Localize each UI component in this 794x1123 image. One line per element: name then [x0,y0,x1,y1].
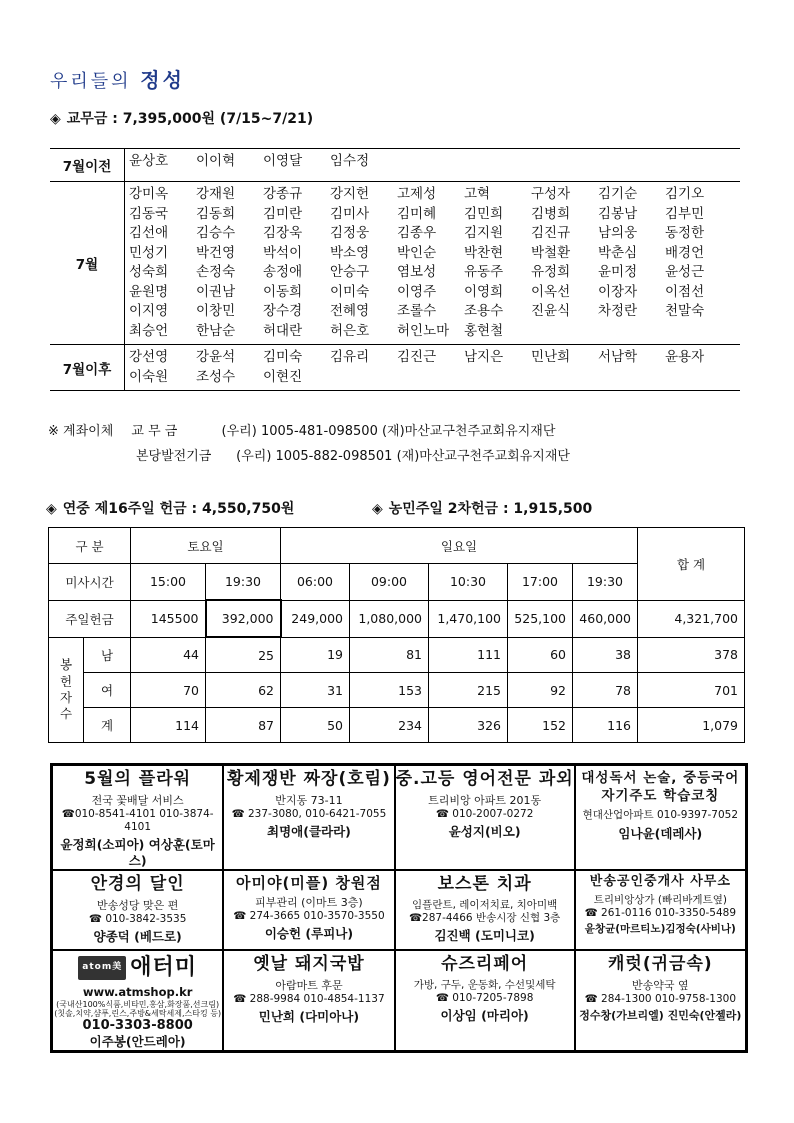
mass-time: 17:00 [508,564,573,601]
donor-name: 박인순 [397,244,437,261]
donor-name: 강재원 [196,186,236,202]
mass-time: 06:00 [281,564,350,601]
donor-row-label: 7월이전 [50,149,125,182]
transfer-label: 교 무 금 [131,424,178,439]
donor-name: 김기순 [598,186,638,202]
donor-name: 임수정 [330,153,370,169]
donor-name: 남의웅 [598,225,638,241]
donor-name: 조롤수 [397,303,437,319]
ad-box: 5월의 플라워 전국 꽃배달 서비스 ☎010-8541-4101 010-3874-4101 윤정희(소피아) 여상훈(토마스) [52,765,223,870]
donor-name: 민난희 [531,349,571,365]
donor-name: 박철환 [531,244,571,261]
diamond-icon: ◈ [50,111,61,127]
group-label: 봉헌자수 [49,637,84,743]
offering-cell: 1,080,000 [350,600,429,637]
donor-name: 박춘심 [598,244,638,261]
transfer-note [136,445,570,464]
donor-name: 남지은 [464,349,504,365]
donor-name: 강지헌 [330,186,370,202]
offering-row: 주일헌금 145500 392,000 249,000 1,080,000 1,470,100 525,100 460,000 4,321,700 [49,600,745,637]
mass-time: 19:30 [206,564,281,601]
donor-names [125,182,741,345]
donor-name: 차정란 [598,303,638,319]
offering-total: 4,321,700 [638,600,745,637]
donor-name: 장수경 [263,303,303,319]
ad-box: 슈즈리페어 가방, 구두, 운동화, 수선및세탁 ☎ 010-7205-7898 이상임 (마리아) [395,950,575,1051]
donor-name: 박석이 [263,244,303,261]
donor-name: 배경언 [665,244,705,261]
transfer-text: (우리) 1005-481-098500 (재)마산교구천주교회유지재단 [221,424,556,439]
donor-name: 이점선 [665,283,705,300]
donor-name: 진윤식 [531,303,571,319]
donor-name: 윤미정 [598,264,638,280]
offering-table [48,527,745,743]
donor-name: 민성기 [129,244,169,261]
donor-row [50,345,740,391]
ad-box: 아미야(미플) 창원점 피부관리 (이마트 3층) ☎ 274-3665 010-3570-3550 이승헌 (루피나) [223,870,394,950]
donor-name: 김동국 [129,205,169,222]
donor-name: 김미란 [263,205,303,222]
diamond-icon: ◈ [46,501,57,517]
transfer-label: 본당발전기금 [136,449,212,464]
donor-name: 이옥선 [531,283,571,300]
donor-name: 김부민 [665,205,705,222]
donor-name: 김종우 [397,225,437,241]
donor-name: 김승수 [196,225,236,241]
offering-cell: 249,000 [281,600,350,637]
donor-name: 고제성 [397,186,437,202]
donor-name: 이영달 [263,153,303,169]
donor-name: 김기오 [665,186,705,202]
title-part1: 우리들의 [50,71,132,92]
donor-name: 유동주 [464,264,504,280]
donor-name: 이이혁 [196,153,236,169]
donor-name: 김지원 [464,225,504,241]
donor-name: 이영희 [464,283,504,300]
ads-grid [50,763,748,1053]
header-category: 구 분 [49,528,131,564]
offering-cell: 1,470,100 [429,600,508,637]
header-total: 합 계 [638,528,745,601]
donor-name: 강종규 [263,186,303,202]
donor-name: 서남학 [598,349,638,365]
donor-name: 이지영 [129,303,169,319]
header-sunday: 일요일 [281,528,638,564]
donor-name: 강미옥 [129,186,169,202]
donor-name: 윤원명 [129,283,169,300]
donor-name: 김병희 [531,205,571,222]
title-part2: 정성 [140,68,185,92]
donor-name: 김동희 [196,205,236,222]
donor-name: 고혁 [464,186,491,202]
donor-name: 김미혜 [397,205,437,222]
donor-name: 이동희 [263,283,303,300]
donor-name: 김봉남 [598,205,638,222]
donor-name: 허은호 [330,322,370,339]
donor-row-label: 7월이후 [50,345,125,391]
donor-name: 유정희 [531,264,571,280]
donor-row [50,149,740,182]
donor-name: 김진규 [531,225,571,241]
farmer-offering-header: ◈ 농민주일 2차헌금 : 1,915,500 [372,501,593,517]
donor-names [125,345,741,391]
mass-time: 15:00 [131,564,206,601]
donor-name: 김미숙 [263,349,303,365]
header-saturday: 토요일 [131,528,281,564]
donor-name: 허인노마 [397,322,450,339]
atomy-logo: atom美 [78,956,126,979]
donor-row-label: 7월 [50,182,125,345]
donor-name: 김유리 [330,349,370,365]
ad-box: 반송공인중개사 사무소 트리비앙상가 (빠리바게트옆) ☎ 261-0116 010-3350-5489 윤창균(마르티노)김정숙(사비나) [575,870,746,950]
mass-time: 10:30 [429,564,508,601]
offering-header: ◈ 연중 제16주일 헌금 : 4,550,750원 [46,501,295,517]
donor-name: 윤상호 [129,153,169,169]
diamond-icon: ◈ [372,501,383,517]
donor-name: 동정한 [665,225,705,241]
ad-box: 캐럿(귀금속) 반송약국 옆 ☎ 284-1300 010-9758-1300 정수창(가브리엘) 진민숙(안젤라) [575,950,746,1051]
donor-name: 이창민 [196,303,236,319]
donor-name: 이영주 [397,283,437,300]
donor-name: 강윤석 [196,349,236,365]
donor-table [50,148,740,391]
donor-name: 박찬현 [464,244,504,261]
donor-name: 이미숙 [330,283,370,300]
ad-box: 안경의 달인 반송성당 맞은 편 ☎ 010-3842-3535 양종덕 (베드로) [52,870,223,950]
donor-name: 박건영 [196,244,236,261]
donor-name: 손정숙 [196,264,236,280]
ad-box: 보스톤 치과 임플란트, 레이저치료, 치아미백 ☎287-4466 반송시장 신협 3층 김진백 (도미니코) [395,870,575,950]
donor-name: 한남순 [196,322,236,339]
fee-section-header: ◈ 교무금 : 7,395,000원 (7/15~7/21) [50,111,314,127]
donor-name: 구성자 [531,186,571,202]
donor-name: 김미사 [330,205,370,222]
offering-cell: 525,100 [508,600,573,637]
donor-name: 박소영 [330,244,370,261]
donor-name: 김선애 [129,225,169,241]
donor-name: 조성수 [196,368,236,385]
page-title [50,64,185,93]
ad-box: 옛날 돼지국밥 아람마트 후문 ☎ 288-9984 010-4854-1137 민난희 (다미아나) [223,950,394,1051]
offering-cell: 460,000 [573,600,638,637]
donor-name: 김진근 [397,349,437,365]
donor-name: 이장자 [598,283,638,300]
mass-time: 09:00 [350,564,429,601]
people-row: 계 114 87 50 234 326 152 116 1,079 [49,708,745,743]
ad-box: 대성독서 논술, 중등국어 자기주도 학습코칭 현대산업아파트 010-9397-7052 임나윤(데레사) [575,765,746,870]
donor-name: 윤용자 [665,349,705,365]
mass-time-row: 미사시간 15:00 19:30 06:00 09:00 10:30 17:00 19:30 [49,564,745,601]
offering-cell: 392,000 [206,600,281,637]
donor-name: 윤성근 [665,264,705,280]
donor-row [50,182,740,345]
donor-name: 송정애 [263,264,303,280]
donor-name: 조용수 [464,303,504,319]
donor-name: 강선영 [129,349,169,365]
people-row: 여 70 62 31 153 215 92 78 701 [49,673,745,708]
offering-cell: 145500 [131,600,206,637]
ad-box: atom美 애터미 www.atmshop.kr (국내산100%식품,비타민,홍삼,화장품,선크림) (칫솔,치약,샴푸,린스,주방&세탁세제,스타킹 등) 010-3303-8800 이주봉(안드레아) [52,950,223,1051]
donor-name: 천말숙 [665,303,705,319]
donor-name: 이현진 [263,368,303,385]
ad-box: 중.고등 영어전문 과외 트리비앙 아파트 201동 ☎ 010-2007-0272 윤성지(비오) [395,765,575,870]
donor-names [125,149,741,182]
donor-name: 염보성 [397,264,437,280]
donor-name: 홍현철 [464,322,504,339]
donor-name: 이권남 [196,283,236,300]
donor-name: 최승언 [129,322,169,339]
donor-name: 김정웅 [330,225,370,241]
donor-name: 안승구 [330,264,370,280]
mass-time: 19:30 [573,564,638,601]
donor-name: 전혜영 [330,303,370,319]
donor-name: 이숙원 [129,368,169,385]
donor-name: 허대란 [263,322,303,339]
people-row: 봉헌자수 남 44 25 19 81 111 60 38 378 [49,637,745,673]
transfer-note: ※ 계좌이체 교 무 금 (우리) 1005-481-098500 (재)마산교구천주교회유지재단 [48,420,555,439]
donor-name: 성숙희 [129,264,169,280]
donor-name: 김장욱 [263,225,303,241]
donor-name: 김민희 [464,205,504,222]
ad-box: 황제쟁반 짜장(호림) 반지동 73-11 ☎ 237-3080, 010-6421-7055 최명애(클라라) [223,765,394,870]
transfer-text: (우리) 1005-882-098501 (재)마산교구천주교회유지재단 [236,449,570,464]
